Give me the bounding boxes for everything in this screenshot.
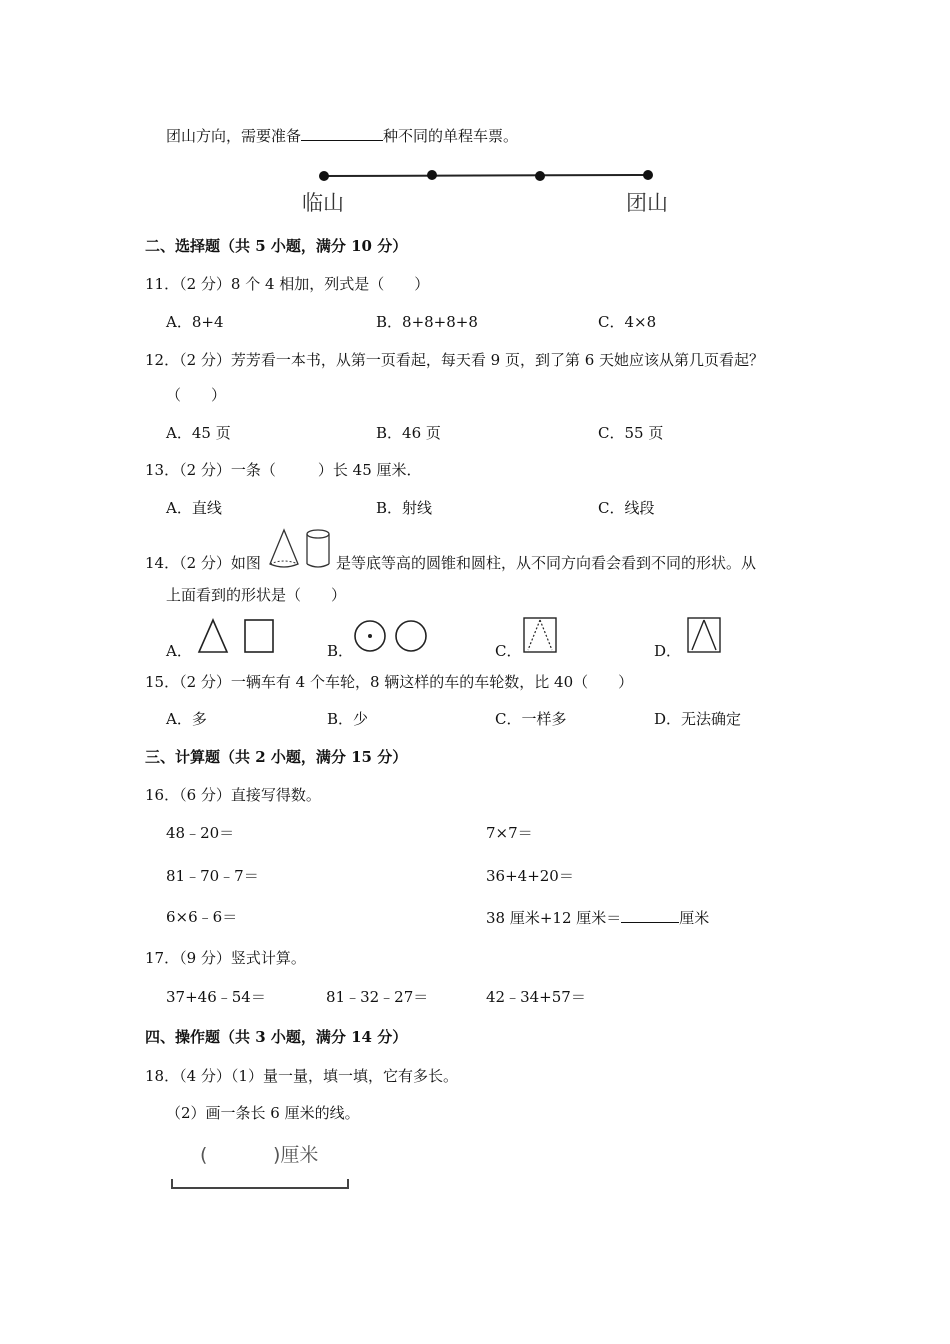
q16-expr-6 (486, 907, 709, 928)
q17-stem: 17．（9 分）竖式计算。 (145, 949, 306, 967)
q15-option-c[interactable]: C．一样多 (495, 710, 567, 728)
q17-expr-2: 81﹣32﹣27＝ (326, 988, 429, 1006)
route-start-label: 临山 (302, 191, 344, 215)
q11-option-b[interactable]: B．8+8+8+8 (376, 313, 478, 331)
q16-expr-6-unit: 厘米 (679, 909, 710, 927)
q13-stem-part1: 13．（2 分）一条（ (145, 461, 276, 479)
q15-stem: 15．（2 分）一辆车有 4 个车轮，8 辆这样的车的车轮数，比 40（ ） (145, 673, 634, 691)
q15-option-b[interactable]: B．少 (327, 710, 369, 728)
section-4-heading: 四、操作题（共 3 小题，满分 14 分） (145, 1028, 408, 1046)
cone-cylinder-figure (266, 528, 336, 572)
q10-text-before: 团山方向，需要准备 (166, 127, 302, 145)
q14-option-c-figure (522, 616, 558, 656)
q14-option-a[interactable]: A． (166, 642, 192, 660)
section-3-heading: 三、计算题（共 2 小题，满分 15 分） (145, 748, 408, 766)
q12-option-b[interactable]: B．46 页 (376, 424, 441, 442)
q16-expr-2: 7×7＝ (486, 824, 533, 842)
q15-option-d[interactable]: D．无法确定 (654, 710, 742, 728)
q11-option-c[interactable]: C．4×8 (598, 313, 657, 331)
route-station-dot (319, 171, 329, 181)
q16-expr-6-text: 38 厘米+12 厘米＝ (486, 909, 622, 927)
q18-stem: 18．（4 分）（1）量一量，填一填，它有多长。 (145, 1067, 458, 1085)
measure-unit-label: )厘米 (273, 1144, 319, 1166)
square-shape (245, 620, 273, 652)
q12-stem: 12．（2 分）芳芳看一本书，从第一页看起，每天看 9 页，到了第 6 天她应该从第几页看起？ (145, 351, 765, 369)
q14-stem-part2: 是等底等高的圆锥和圆柱，从不同方向看会看到不同的形状。从 (336, 554, 757, 572)
q16-expr-4: 36+4+20＝ (486, 867, 574, 885)
route-station-dot (535, 171, 545, 181)
q10-line (166, 125, 518, 146)
q10-answer-blank[interactable] (301, 125, 383, 141)
circle-shape (396, 621, 426, 651)
q18-part2: （2）画一条长 6 厘米的线。 (166, 1104, 360, 1122)
route-diagram (300, 165, 670, 215)
q16-stem: 16．（6 分）直接写得数。 (145, 786, 321, 804)
triangle-shape (199, 620, 227, 652)
measure-open-paren: ( (200, 1144, 208, 1166)
cylinder-icon (307, 530, 329, 567)
q14-option-a-figure (196, 618, 276, 654)
q13-stem-part2: ）长 45 厘米． (317, 461, 422, 479)
q17-expr-3: 42﹣34+57＝ (486, 988, 586, 1006)
q12-option-a[interactable]: A．45 页 (166, 424, 231, 442)
q14-option-b-figure (354, 618, 428, 654)
q14-stem-part1: 14．（2 分）如图 (145, 554, 261, 572)
q14-option-d-figure (686, 616, 722, 656)
q17-expr-1: 37+46﹣54＝ (166, 988, 266, 1006)
route-station-dot (643, 170, 653, 180)
cone-icon (270, 530, 298, 567)
q14-stem-line2: 上面看到的形状是（ ） (166, 586, 347, 604)
q13-option-a[interactable]: A．直线 (166, 499, 222, 517)
q13-option-c[interactable]: C．线段 (598, 499, 655, 517)
q14-option-b[interactable]: B． (327, 642, 354, 660)
route-end-label: 团山 (626, 191, 668, 215)
q14-option-d[interactable]: D． (654, 642, 682, 660)
q12-paren: （ ） (166, 386, 227, 404)
q13-option-b[interactable]: B．射线 (376, 499, 433, 517)
measure-line-segment (170, 1178, 352, 1190)
q16-expr-5: 6×6﹣6＝ (166, 908, 238, 926)
q12-option-c[interactable]: C．55 页 (598, 424, 664, 442)
q15-option-a[interactable]: A．多 (166, 710, 207, 728)
q16-expr-1: 48﹣20＝ (166, 824, 235, 842)
q16-expr-3: 81﹣70﹣7＝ (166, 867, 259, 885)
q11-stem: 11．（2 分）8 个 4 相加，列式是（ ） (145, 275, 430, 293)
q16-answer-blank[interactable] (621, 907, 679, 923)
section-2-heading: 二、选择题（共 5 小题，满分 10 分） (145, 237, 408, 255)
q13-stem (145, 460, 422, 480)
q14-option-c[interactable]: C． (495, 642, 522, 660)
route-station-dot (427, 170, 437, 180)
q10-text-after: 种不同的单程车票。 (383, 127, 519, 145)
q11-option-a[interactable]: A．8+4 (166, 313, 224, 331)
